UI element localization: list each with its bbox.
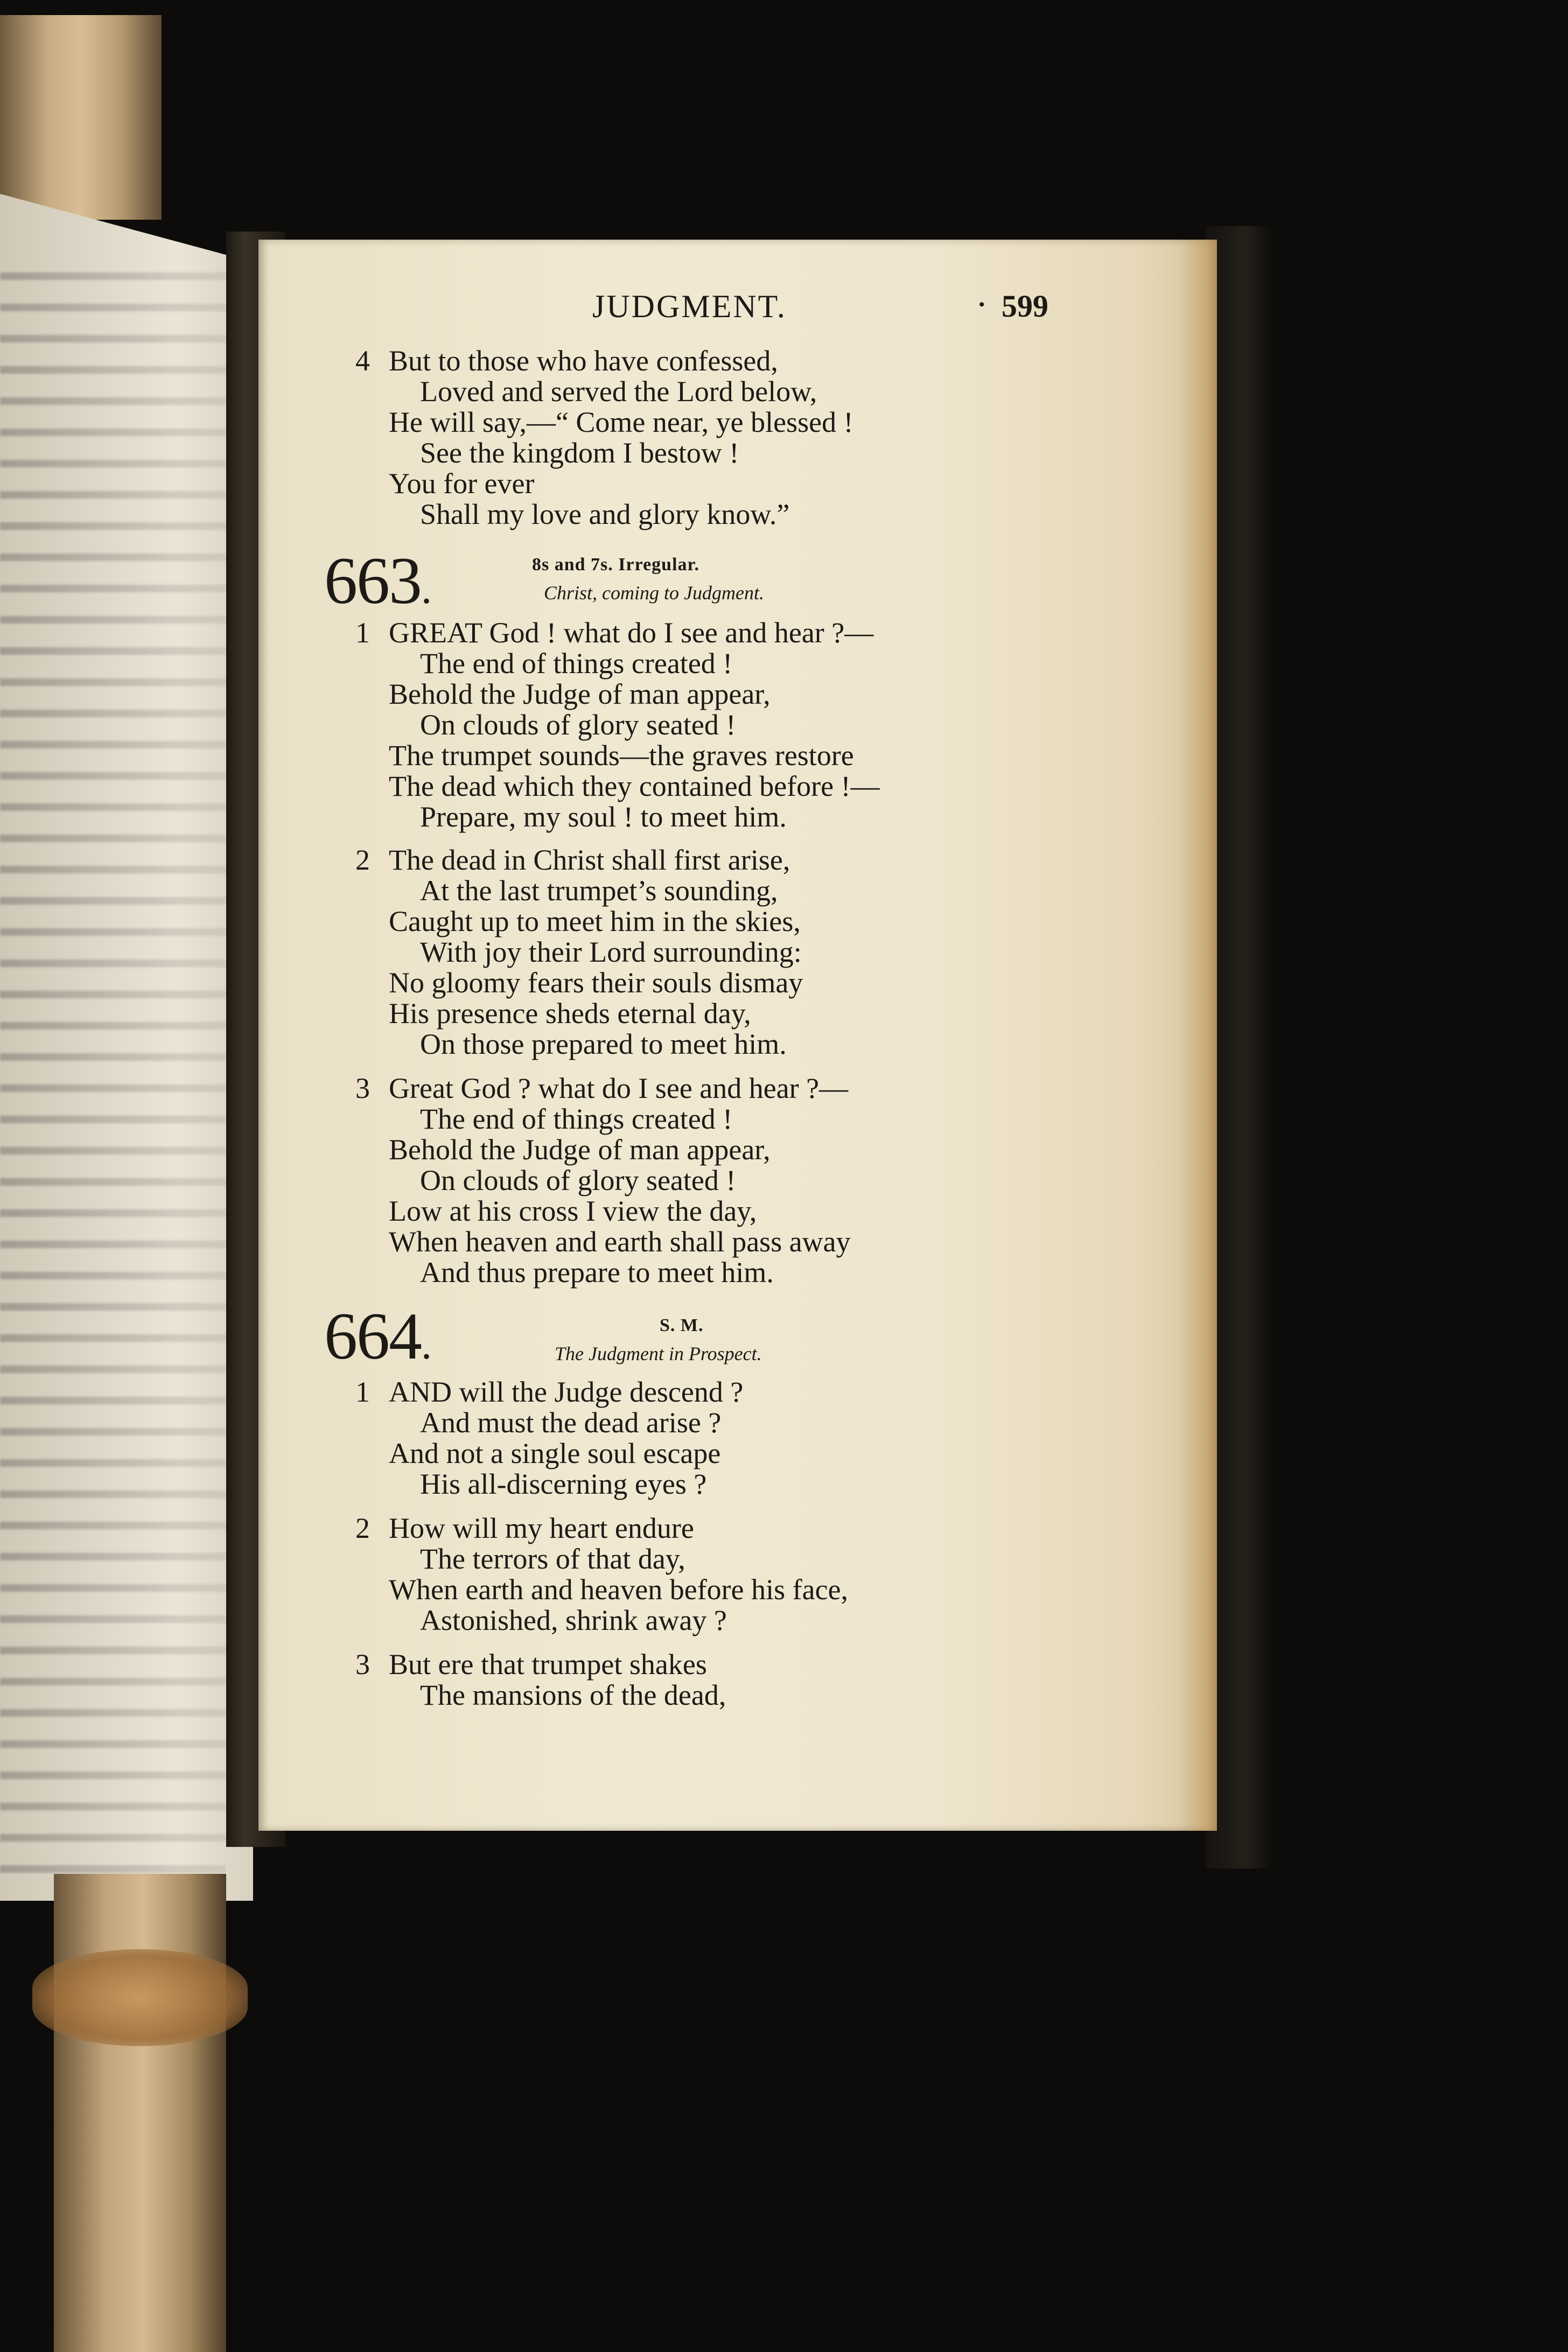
verse-line: At the last trumpet’s sounding,	[420, 874, 778, 907]
verse-line: His all-discerning eyes ?	[420, 1468, 707, 1500]
verse-line: How will my heart endure	[389, 1512, 694, 1544]
verse-line: Great God ? what do I see and hear ?—	[389, 1072, 849, 1104]
verse-number: 1	[355, 617, 370, 649]
verse-line: You for ever	[389, 467, 535, 500]
hymnal-page	[258, 240, 1217, 1831]
wooden-rod-bottom	[54, 1874, 226, 2352]
verse-line: The end of things created !	[420, 1103, 733, 1135]
page-number: • 599	[1002, 288, 1048, 324]
hymn-subtitle: Christ, coming to Judgment.	[544, 582, 764, 604]
hymn-meter: S. M.	[660, 1315, 704, 1335]
verse-line: With joy their Lord surrounding:	[420, 936, 802, 968]
verse-line: Loved and served the Lord below,	[420, 375, 817, 408]
page-header	[258, 288, 1217, 331]
verse-number: 2	[355, 844, 370, 876]
verse-line: Low at his cross I view the day,	[389, 1195, 757, 1227]
verse-line: When heaven and earth shall pass away	[389, 1226, 851, 1258]
verse-line: And not a single soul escape	[389, 1437, 721, 1469]
verse-line: Shall my love and glory know.”	[420, 498, 790, 530]
hymn-subtitle: The Judgment in Prospect.	[555, 1343, 762, 1364]
verse-line: When earth and heaven before his face,	[389, 1573, 849, 1606]
verse-line: The mansions of the dead,	[420, 1679, 726, 1711]
verse-line: And must the dead arise ?	[420, 1406, 722, 1439]
page-edge-shadow	[1179, 240, 1217, 1831]
verse-number: 3	[355, 1648, 370, 1681]
rubber-band	[32, 1949, 248, 2046]
verse-line: And thus prepare to meet him.	[420, 1256, 774, 1289]
verse-line: No gloomy fears their souls dismay	[389, 967, 803, 999]
verse-line: The dead in Christ shall first arise,	[389, 844, 790, 876]
verse-line: Behold the Judge of man appear,	[389, 1133, 771, 1166]
verse-line: The trumpet sounds—the graves restore	[389, 739, 854, 772]
hymn-meter: 8s and 7s. Irregular.	[532, 555, 699, 575]
hymn-number: 663.	[324, 544, 431, 618]
verse-line: GREAT God ! what do I see and hear ?—	[389, 617, 874, 649]
verse-number: 4	[355, 345, 370, 377]
verse-number: 2	[355, 1512, 370, 1544]
hymn-number: 664.	[324, 1299, 431, 1373]
verse-line: He will say,—“ Come near, ye blessed !	[389, 406, 853, 438]
verse-line: His presence sheds eternal day,	[389, 997, 751, 1030]
verse-number: 1	[355, 1376, 370, 1408]
verse-line: AND will the Judge descend ?	[389, 1376, 744, 1408]
verse-number: 3	[355, 1072, 370, 1104]
facing-page-text-blur	[0, 258, 226, 1874]
verse-line: On clouds of glory seated !	[420, 709, 736, 741]
verse-line: But to those who have confessed,	[389, 345, 778, 377]
verse-line: On clouds of glory seated !	[420, 1164, 736, 1196]
verse-line: Behold the Judge of man appear,	[389, 678, 771, 710]
verse-line: The terrors of that day,	[420, 1543, 685, 1575]
verse-line: The dead which they contained before !—	[389, 770, 880, 802]
running-title: JUDGMENT.	[592, 289, 787, 324]
facing-page	[0, 194, 253, 1901]
verse-line: The end of things created !	[420, 647, 733, 680]
wooden-rod-top	[0, 15, 162, 220]
verse-line: On those prepared to meet him.	[420, 1028, 787, 1060]
verse-line: See the kingdom I bestow !	[420, 437, 739, 469]
verse-line: Prepare, my soul ! to meet him.	[420, 801, 787, 833]
verse-line: But ere that trumpet shakes	[389, 1648, 707, 1681]
verse-line: Caught up to meet him in the skies,	[389, 905, 801, 937]
verse-line: Astonished, shrink away ?	[420, 1604, 727, 1636]
